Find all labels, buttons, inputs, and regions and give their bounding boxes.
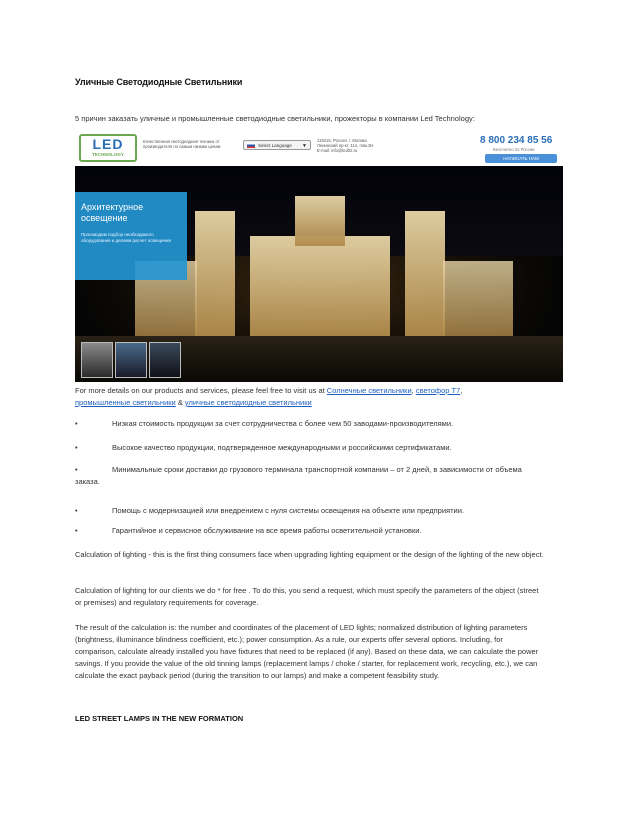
language-select-label: Select Language [258,143,292,148]
list-item [75,464,545,488]
building-right-tower [405,211,445,336]
logo-subtext: TECHNOLOGY [92,152,124,157]
link-street-led-lamps[interactable]: уличные светодиодные светильники [184,398,312,407]
section-heading: LED STREET LAMPS IN THE NEW FORMATION [75,714,244,723]
thumbnail[interactable] [149,342,181,378]
address-line: 119415, Россия, г. Москва [317,138,367,143]
phone-number[interactable]: 8 800 234 85 56 [480,135,553,146]
promo-title-line: освещение [81,213,128,223]
link-traffic-light-t7[interactable]: светофор Т7 [415,386,461,395]
building-tower [295,196,345,246]
language-select[interactable] [243,140,311,150]
write-us-button[interactable]: НАПИСАТЬ НАМ [485,154,557,163]
bullet-icon: • [75,419,78,428]
list-item-text: Гарантийное и сервисное обслуживание на все время работы осветительной установки. [112,526,422,535]
banner-image[interactable] [75,130,563,382]
list-item-text: Низкая стоимость продукции за счет сотрудничества с более чем 50 заводами-производителями. [112,419,454,428]
list-item-text: Минимальные сроки доставки до грузового терминала транспортной компании – от 2 дней, в зависимости от объема заказа. [75,465,522,486]
body-paragraph: Calculation of lighting for our clients we do * for free . To do this, you send a request, which must specify the parameters of the object (street or premises) and regulatory requirements for coverage. [75,586,539,607]
list-item-text: Высокое качество продукции, подтвержденное международными и российскими сертификатами. [112,443,452,452]
building-right-wing [443,261,513,336]
promo-title-line: Архитектурное [81,202,144,212]
link-separator: , [460,386,463,395]
building-left-tower [195,211,235,336]
list-item-text: Помощь с модернизацией или внедрением с нуля системы освещения на объекте или предприятии. [112,506,464,515]
logo-text: LED [92,136,124,152]
thumbnail[interactable] [115,342,147,378]
company-address [317,138,417,153]
links-intro: For more details on our products and services, please feel free to visit us at [75,386,327,395]
building-photo [75,166,563,382]
promo-text: Производим подбор необходимого оборудования и делаем расчет освещения [81,232,171,243]
email-line: E-mail: info@led02.ru [317,148,358,153]
links-paragraph [75,385,545,409]
banner-header [75,130,563,167]
page-title: Уличные Светодиодные Светильники [75,77,243,87]
link-solar-lamps[interactable]: Солнечные светильники [326,386,412,395]
address-line: Ленинский пр-кт, 114, пом.3Н [317,143,374,148]
bullet-icon: • [75,443,78,452]
bullet-icon: • [75,506,78,515]
promo-title [81,202,143,224]
company-logo[interactable] [79,134,137,162]
chevron-down-icon: ▼ [302,143,307,149]
flag-icon [247,143,255,148]
bullet-icon: • [75,465,78,474]
body-paragraph: Calculation of lighting - this is the first thing consumers face when upgrading lighting equipment or the design of the lighting of the new object. [75,550,544,559]
building-center [250,236,390,336]
body-paragraph: The result of the calculation is: the number and coordinates of the placement of LED lights; normalized distribution of lighting parameters (brightness, illuminance blindness coefficient, etc.); power consumption. As a rule, our experts offer several options. Including, for comparison, calculate already installed you have fixtures that need to be replaced (if any). Based on these data, we can calculate the power savings. If you provide the value of the old tinning lamps (replacement lamps / choke / starter, for replacement work, recycling, etc.), we can calculate the exact payback period (during the transition to our lamps) and make a competent feasibility study. [75,623,539,680]
bullet-icon: • [75,526,78,535]
thumbnail[interactable] [81,342,113,378]
company-tagline: Качественная светодиодная техника от производителя по самым низким ценам [143,139,221,149]
phone-note: Бесплатно по России [493,147,535,152]
link-ampersand: & [175,398,185,407]
link-industrial-lamps[interactable]: промышленные светильники [75,398,176,407]
link-separator: , [411,386,416,395]
intro-text: 5 причин заказать уличные и промышленные светодиодные светильники, прожекторы в компании Led Technology: [75,114,475,123]
promo-panel[interactable] [75,192,187,280]
